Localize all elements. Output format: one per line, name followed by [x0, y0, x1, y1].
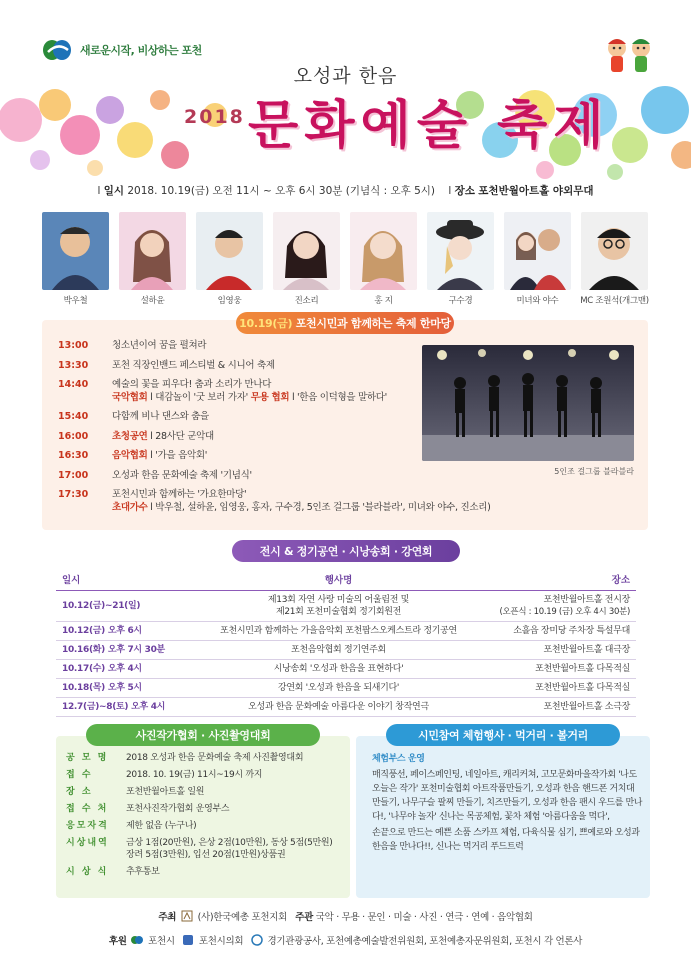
- performer-name: MC 조원석(개그맨): [580, 296, 649, 306]
- exhibition-table: [56, 568, 636, 717]
- photo-contest-banner: 사진작가협회 · 사진촬영대회: [86, 724, 320, 746]
- schedule-row: 15:40 다함께 비나 댄스와 춤을: [58, 411, 209, 422]
- performer-card: [119, 212, 186, 308]
- stage-photo-caption: 5인조 걸그룹 블라블라: [554, 467, 634, 476]
- performer-name: 홍 지: [374, 296, 393, 306]
- girl-group-stage-photo: [422, 345, 634, 461]
- schedule-row: 16:00 초청공연 l 28사단 군악대: [58, 430, 214, 442]
- experience-details: [372, 752, 644, 856]
- detail-row: 공 모 명 2018 오성과 한음 문화예술 축제 사진촬영대회: [66, 753, 304, 763]
- performer-name: 구수경: [448, 296, 473, 306]
- performer-card: [504, 212, 571, 308]
- performer-photo-icon: [350, 212, 417, 290]
- date-value: 2018. 10.19(금) 오전 11시 ~ 오후 6시 30분 (기념식 : 오후 5시): [127, 185, 436, 197]
- table-row: 10.16(화) 오후 7시 30분 포천음악협회 정기연주회 포천반월아트홀 대극장: [56, 641, 636, 660]
- place-label: 장소: [454, 185, 475, 197]
- detail-row: 접 수 처 포천사진작가협회 운영부스: [66, 804, 230, 814]
- city-council-icon: [182, 934, 194, 946]
- festival-year: 2018: [184, 106, 245, 128]
- pocheon-logo-icon: [42, 38, 74, 62]
- performer-name: 임영웅: [217, 296, 242, 306]
- table-row: 10.17(수) 오후 4시 시낭송회 '오성과 한음을 표현하다' 포천반월아트홀 다목적실: [56, 660, 636, 679]
- performer-photo-icon: [196, 212, 263, 290]
- detail-row: 접 수 2018. 10. 19(금) 11시~19시 까지: [66, 770, 263, 780]
- table-row: 10.12(금) 오후 6시 포천시민과 함께하는 가을음악회 포천팝스오케스트라 정기공연 소흘읍 장미당 주차장 특설무대: [56, 622, 636, 641]
- place-value: 포천반월아트홀 야외무대: [478, 185, 594, 197]
- detail-row: 시 상 식 추후통보: [66, 867, 160, 877]
- detail-row: 응모자격 제한 없음 (누구나): [66, 821, 197, 831]
- performer-card: [427, 212, 494, 308]
- city-logo: [42, 38, 202, 62]
- experience-banner: 시민참여 체험행사 · 먹거리 · 볼거리: [386, 724, 620, 746]
- sponsor-line: 후원 포천시 포천시의회 경기관광공사, 포천예총예술발전위원회, 포천예총자문위원회, 포천시 각 언론사: [108, 936, 583, 947]
- performer-photo-icon: [119, 212, 186, 290]
- performer-card: [273, 212, 340, 308]
- host-line: 주최 (사)한국예총 포천지회 주관 국악 · 무용 · 문인 · 미술 · 사진 · 연극 · 연예 · 음악협회: [158, 912, 533, 923]
- performer-lineup: [42, 212, 654, 308]
- schedule-row: 13:30 포천 직장인밴드 페스티벌 & 시니어 축제: [58, 359, 275, 371]
- table-row: 10.18(목) 오후 5시 강연회 '오성과 한음을 되새기다' 포천반월아트홀 다목적실: [56, 679, 636, 698]
- photo-contest-details: [66, 752, 346, 883]
- experience-text: 손끝으로 만드는 예쁜 소품 스카프 체험, 다육식물 심기, 쁘예로와 오성과 한음을 만나다!!, 신나는 먹거리 푸드트럭: [372, 828, 640, 852]
- performer-name: 박우철: [63, 296, 88, 306]
- schedule-row: 17:00 오성과 한음 문화예술 축제 '기념식': [58, 469, 252, 481]
- program-banner: [236, 312, 454, 334]
- festival-subtitle: 오성과 한음: [293, 65, 398, 87]
- festival-title: 문화예술 축제: [248, 95, 610, 156]
- event-info-line: l 일시 2018. 10.19(금) 오전 11시 ~ 오후 6시 30분 (기념식 : 오후 5시) l 장소 포천반월아트홀 야외무대: [97, 185, 594, 197]
- program-banner-date: 10.19(금): [239, 317, 293, 330]
- table-row: 12.7(금)~8(토) 오후 4시 오성과 한음 문화예술 아름다운 이야기 창작연극 포천반월아트홀 소극장: [56, 698, 636, 717]
- table-row: 10.12(금)~21(일) 제13회 자연 사랑 미술의 어울림전 및 제21회 포천미술협회 정기회원전 포천반월아트홀 전시장 (오픈식 : 10.19 (금) 오후 4시 30분): [56, 591, 636, 622]
- schedule-row: 13:00 청소년이여 꿈을 펼쳐라: [58, 340, 207, 351]
- program-banner-text: 포천시민과 함께하는 축제 한마당: [295, 317, 451, 330]
- performer-name: 미녀와 야수: [516, 296, 559, 306]
- performer-photo-icon: [273, 212, 340, 290]
- performer-name: 설하윤: [140, 296, 165, 306]
- pocheon-city-icon: [131, 934, 143, 946]
- yechong-logo-icon: [181, 910, 193, 922]
- performer-photo-icon: [504, 212, 571, 290]
- experience-heading: 체험부스 운영: [372, 754, 425, 764]
- performer-card: [581, 212, 648, 308]
- gyeonggi-tourism-icon: [251, 934, 263, 946]
- detail-row: 시상내역 금상 1점(20만원), 은상 2점(10만원), 동상 5점(5만원) 장려 5점(3만원), 입선 20점(1만원)상품권: [66, 838, 333, 860]
- performer-card: [350, 212, 417, 308]
- performer-card: [42, 212, 109, 308]
- date-label: 일시: [103, 185, 125, 197]
- performer-photo-icon: [581, 212, 648, 290]
- schedule-row: 17:30 포천시민과 함께하는 '가요한마당' 초대가수 l 박우철, 설하윤, 임영웅, 홍자, 구수경, 5인조 걸그룹 '블라블라', 미녀와 야수, 진소리): [58, 489, 491, 513]
- exhibition-banner: 전시 & 정기공연 · 시낭송회 · 강연회: [232, 540, 460, 562]
- performer-name: 진소리: [294, 296, 319, 306]
- experience-text: 매직풍선, 페이스페인팅, 네일아트, 캐리커쳐, 고모문화마을작가회 '나도 오늘은 작가' 포천미술협회 아트작품만들기, 오성과 한음 핸드폰 거치대 만들기, 나무구슬 팔찌 만들기, 치즈만들기, 오성과 한음 팬시 우드를 만나다!, '나무야 놀자' 신나는 목공체험, 꽃차 체험 '아름다움을 먹다',: [372, 770, 643, 822]
- performer-photo-icon: [427, 212, 494, 290]
- performer-photo-icon: [42, 212, 109, 290]
- table-header-row: 일시 행사명 장소: [56, 568, 636, 591]
- schedule-row: 14:40 예술의 꽃을 피우다! 춤과 소리가 만나다 국악협회 l 대감놀이 '굿 보러 가자' 무용 협회 l '한음 이덕형을 말하다': [58, 379, 387, 403]
- schedule-row: 16:30 음악협회 l '가을 음악회': [58, 450, 208, 461]
- city-slogan: 새로운시작, 비상하는 포천: [80, 44, 202, 57]
- detail-row: 장 소 포천반월아트홀 일원: [66, 787, 205, 797]
- performer-card: [196, 212, 263, 308]
- program-schedule: [58, 340, 491, 521]
